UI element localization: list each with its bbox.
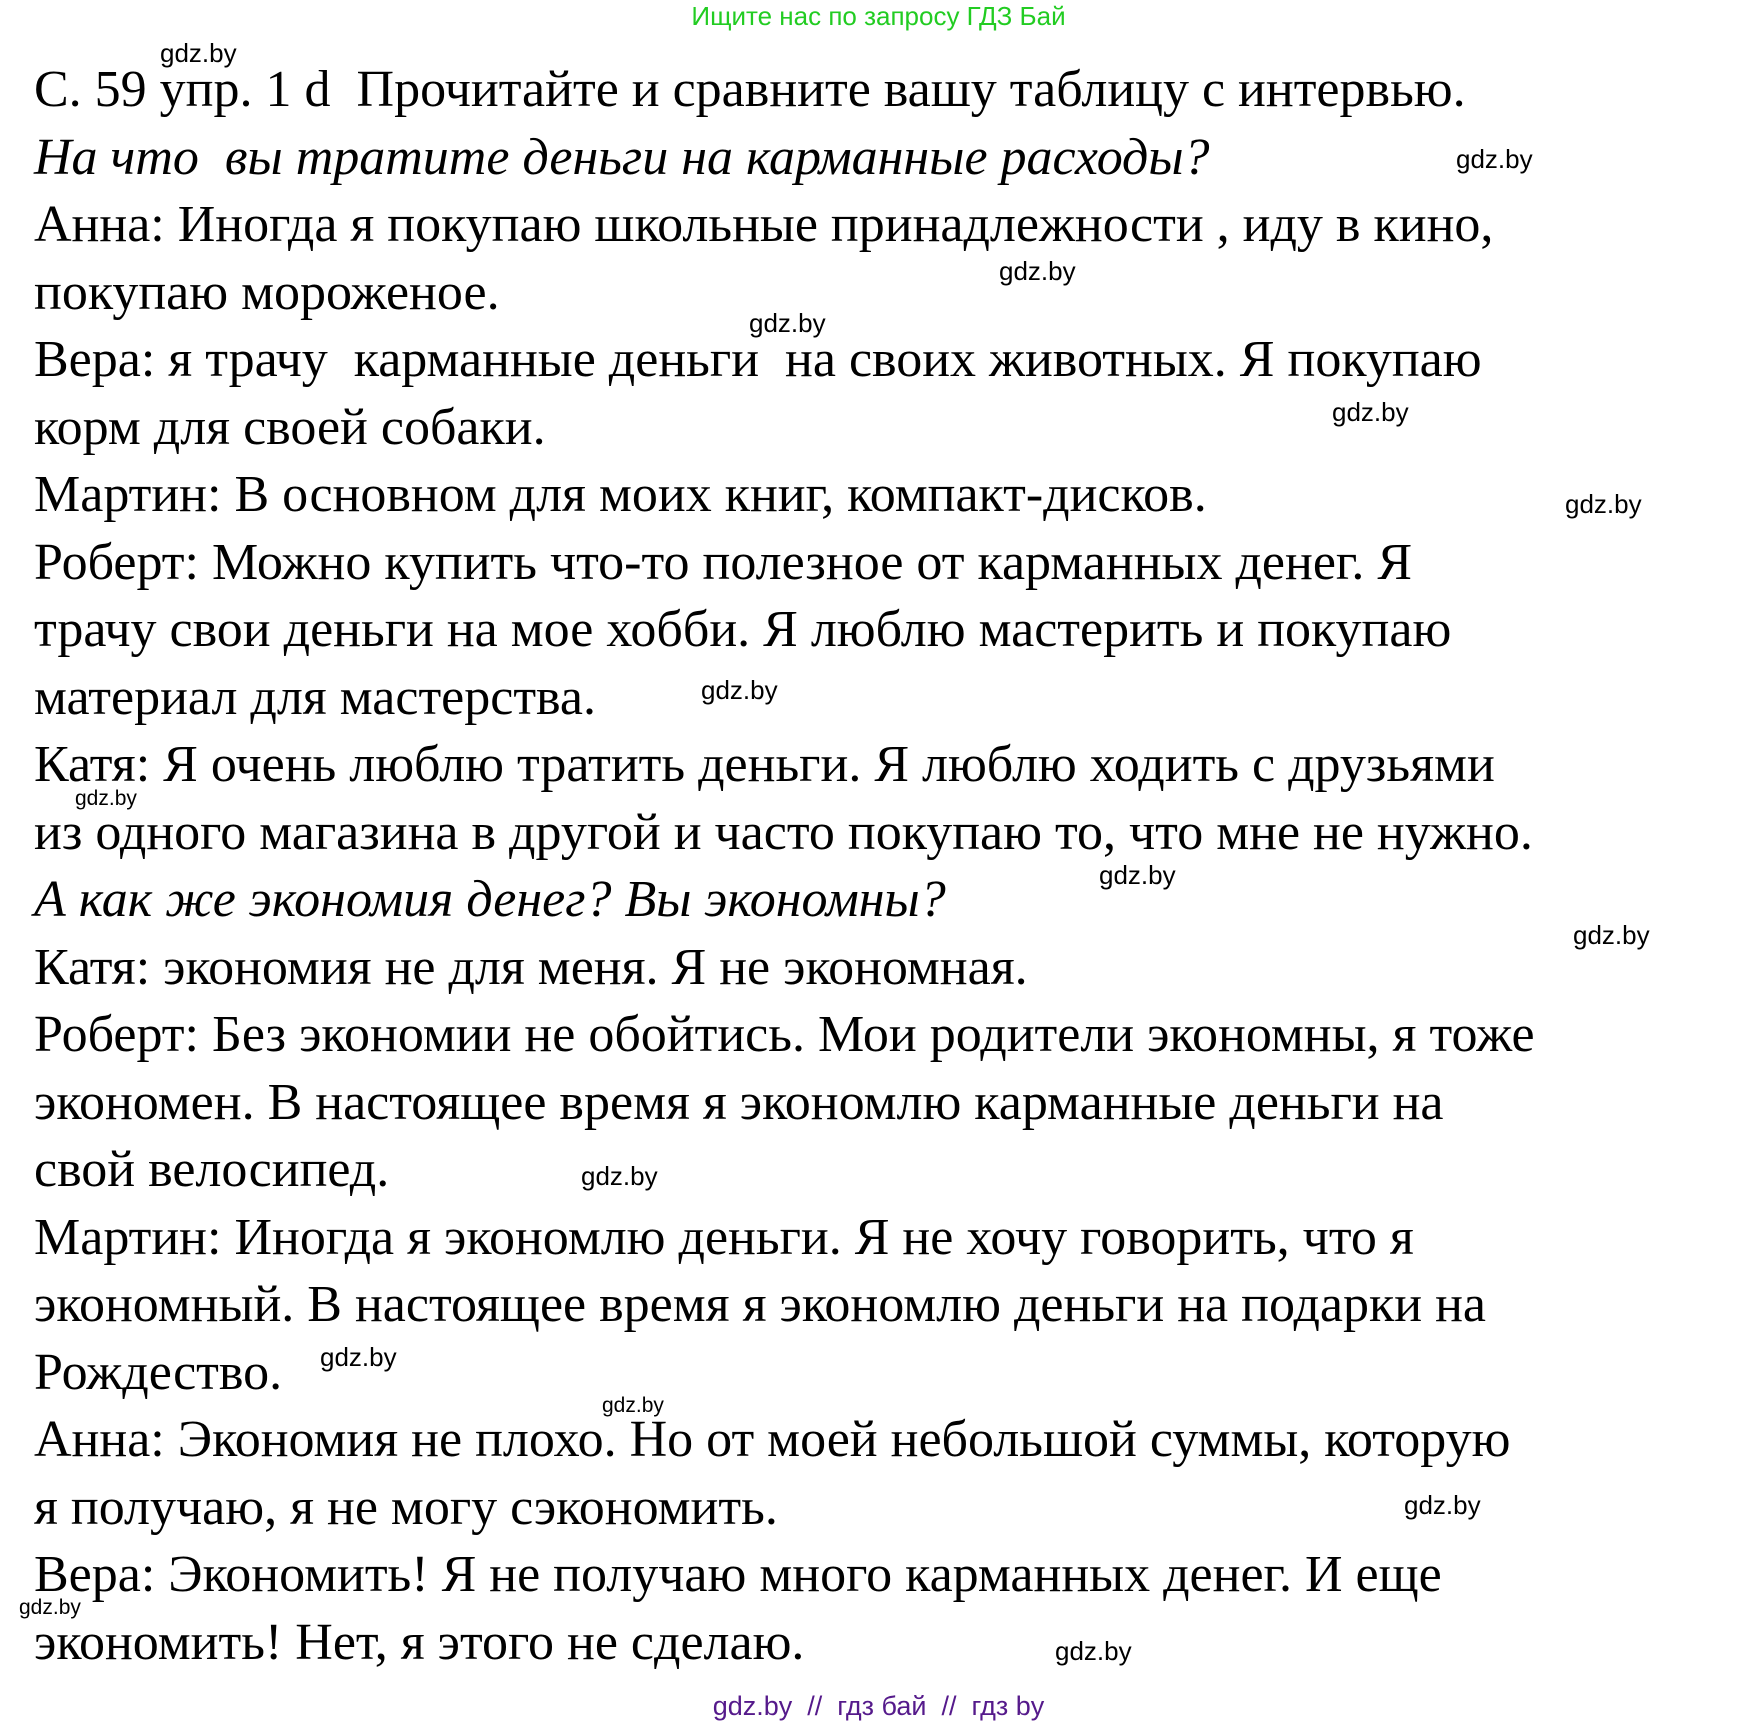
text-line: материал для мастерства. [34, 668, 596, 726]
exercise-text [34, 56, 1535, 1676]
text-line: Катя: Я очень люблю тратить деньги. Я люблю ходить с друзьями [34, 736, 1495, 793]
text-line: С. 59 упр. 1 d Прочитайте и сравните вашу таблицу с интервью. [34, 61, 1466, 118]
watermark: gdz.by [1573, 920, 1650, 950]
text-line: экономить! Нет, я этого не сделаю. [34, 1613, 805, 1671]
watermark: gdz.by [602, 1394, 664, 1417]
watermark: gdz.by [1332, 397, 1409, 427]
text-line: Роберт: Можно купить что-то полезное от карманных денег. Я [34, 533, 1413, 591]
text-line: трачу свои деньги на мое хобби. Я люблю мастерить и покупаю [34, 601, 1452, 658]
watermark: gdz.by [581, 1161, 658, 1191]
watermark: gdz.by [75, 787, 137, 810]
text-line: Анна: Иногда я покупаю школьные принадлежности , иду в кино, [34, 196, 1494, 253]
text-line: экономный. В настоящее время я экономлю деньги на подарки на [34, 1276, 1486, 1333]
search-hint-header: Ищите нас по запросу ГДЗ Бай [691, 1, 1066, 31]
watermark: gdz.by [749, 308, 826, 338]
question-line: На что вы тратите деньги на карманные расходы? [34, 128, 1210, 186]
watermark: gdz.by [1456, 144, 1533, 174]
text-line: Анна: Экономия не плохо. Но от моей небольшой суммы, которую [34, 1411, 1511, 1468]
question-line: А как же экономия денег? Вы экономны? [34, 871, 946, 928]
watermark: gdz.by [160, 38, 237, 68]
text-line: я получаю, я не могу сэкономить. [34, 1478, 778, 1536]
text-line: Катя: экономия не для меня. Я не экономная. [34, 938, 1028, 996]
text-line: Рождество. [34, 1343, 283, 1401]
text-line: Вера: Экономить! Я не получаю много карманных денег. И еще [34, 1546, 1442, 1603]
watermark: gdz.by [1404, 1490, 1481, 1520]
watermark: gdz.by [999, 256, 1076, 286]
watermark: gdz.by [1055, 1636, 1132, 1666]
text-line: покупаю мороженое. [34, 263, 500, 321]
text-line: свой велосипед. [34, 1141, 390, 1198]
text-line: корм для своей собаки. [34, 398, 546, 456]
watermark: gdz.by [320, 1342, 397, 1372]
watermark: gdz.by [1565, 489, 1642, 519]
text-line: из одного магазина в другой и часто покупаю то, что мне не нужно. [34, 803, 1533, 861]
watermark: gdz.by [701, 675, 778, 705]
text-line: Мартин: Иногда я экономлю деньги. Я не хочу говорить, что я [34, 1208, 1414, 1266]
text-line: Вера: я трачу карманные деньги на своих животных. Я покупаю [34, 331, 1482, 388]
watermark: gdz.by [1099, 860, 1176, 890]
text-line: Роберт: Без экономии не обойтись. Мои родители экономны, я тоже [34, 1006, 1535, 1063]
site-footer: gdz.by // гдз бай // гдз by [712, 1691, 1045, 1721]
watermark: gdz.by [19, 1596, 81, 1619]
text-line: Мартин: В основном для моих книг, компакт-дисков. [34, 466, 1207, 523]
text-line: экономен. В настоящее время я экономлю карманные деньги на [34, 1073, 1444, 1131]
